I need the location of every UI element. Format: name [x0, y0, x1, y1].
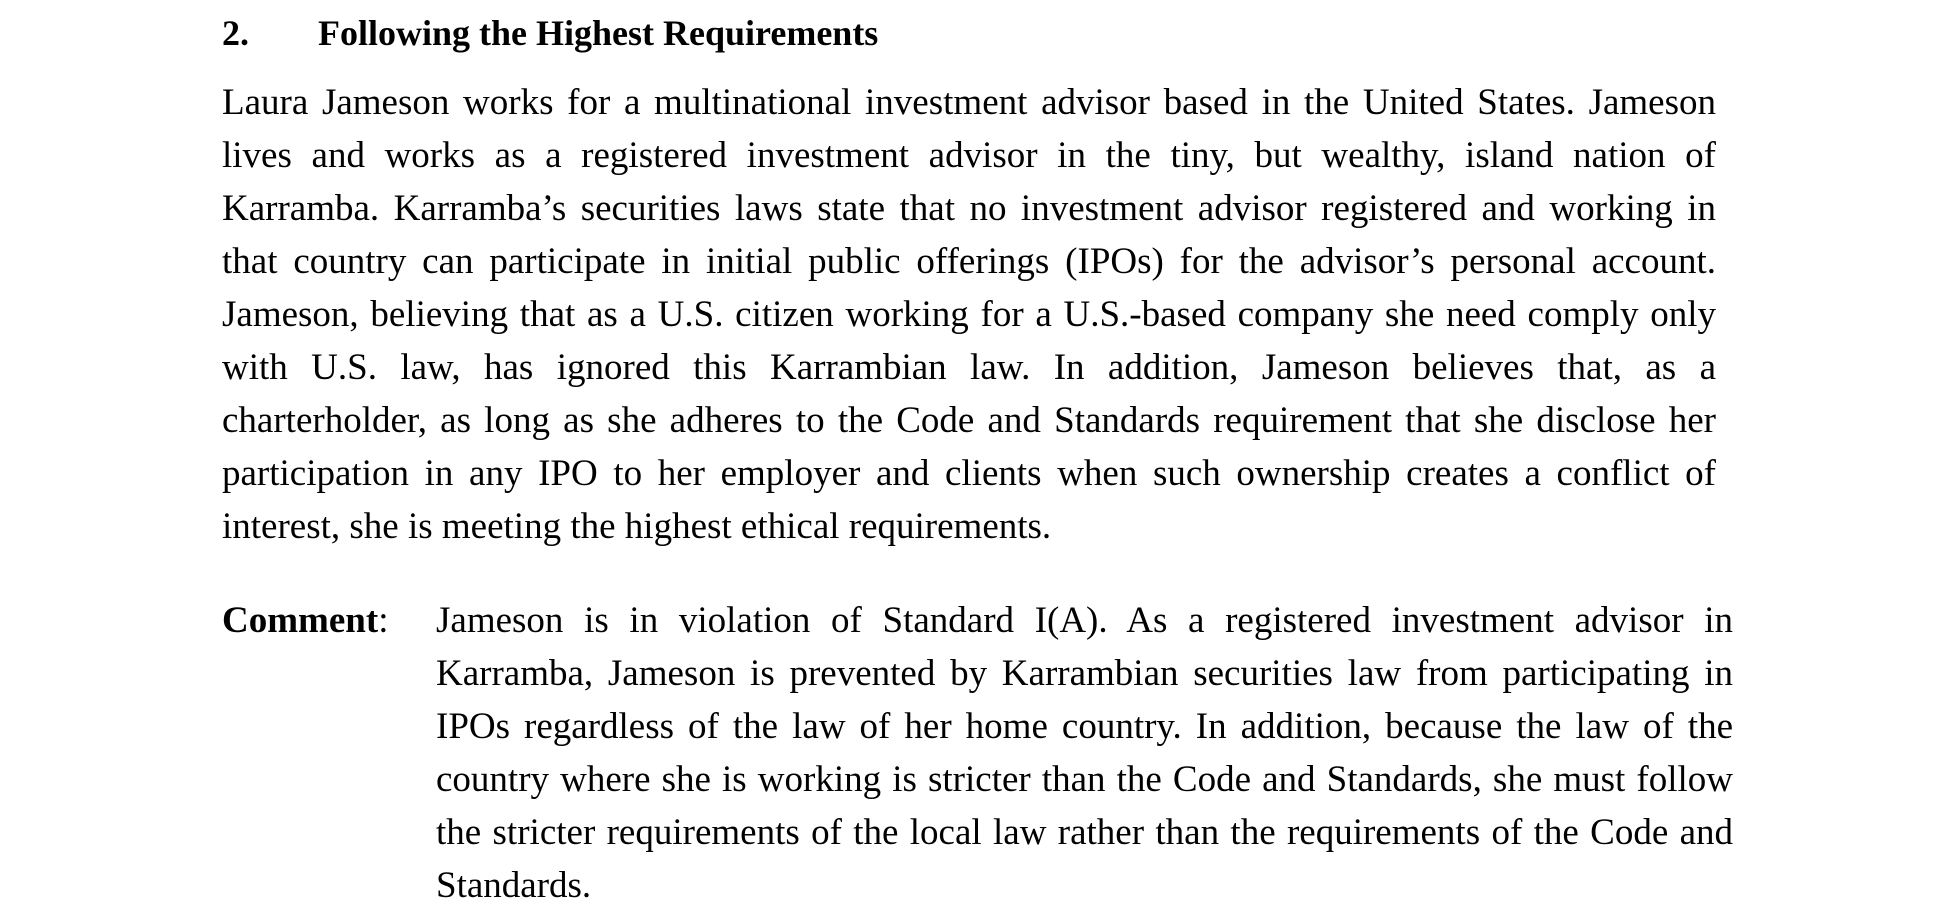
comment-label-text: Comment	[222, 600, 379, 641]
comment-label	[222, 594, 388, 647]
comment-label-colon: :	[378, 600, 389, 641]
section-heading	[222, 10, 878, 56]
case-paragraph: Laura Jameson works for a multinational investment advisor based in the United States. Jameson lives and works as a registered investment advisor in the tiny, but wealthy, island nation of Karramba. Karramba’s securities laws state that no investment advisor registered and working in that country can participate in initial public offerings (IPOs) for the advisor’s personal account. Jameson, believing that as a U.S. citizen working for a U.S.-based company she need comply only with U.S. law, has ignored this Karrambian law. In addition, Jameson believes that, as a charterholder, as long as she adheres to the Code and Standards requirement that she disclose her participation in any IPO to her employer and clients when such ownership creates a conflict of interest, she is meeting the highest ethical requirements.	[222, 82, 1716, 547]
section-title: Following the Highest Requirements	[318, 13, 879, 53]
comment-text: Jameson is in violation of Standard I(A). As a registered investment advisor in Karramba, Jameson is prevented by Karrambian securities law from participating in IPOs regardless of the law of her home country. In addition, because the law of the country where she is working is stricter than the Code and Standards, she must follow the stricter requirements of the local law rather than the requirements of the Code and Standards.	[436, 600, 1733, 906]
section-number: 2.	[222, 13, 249, 53]
